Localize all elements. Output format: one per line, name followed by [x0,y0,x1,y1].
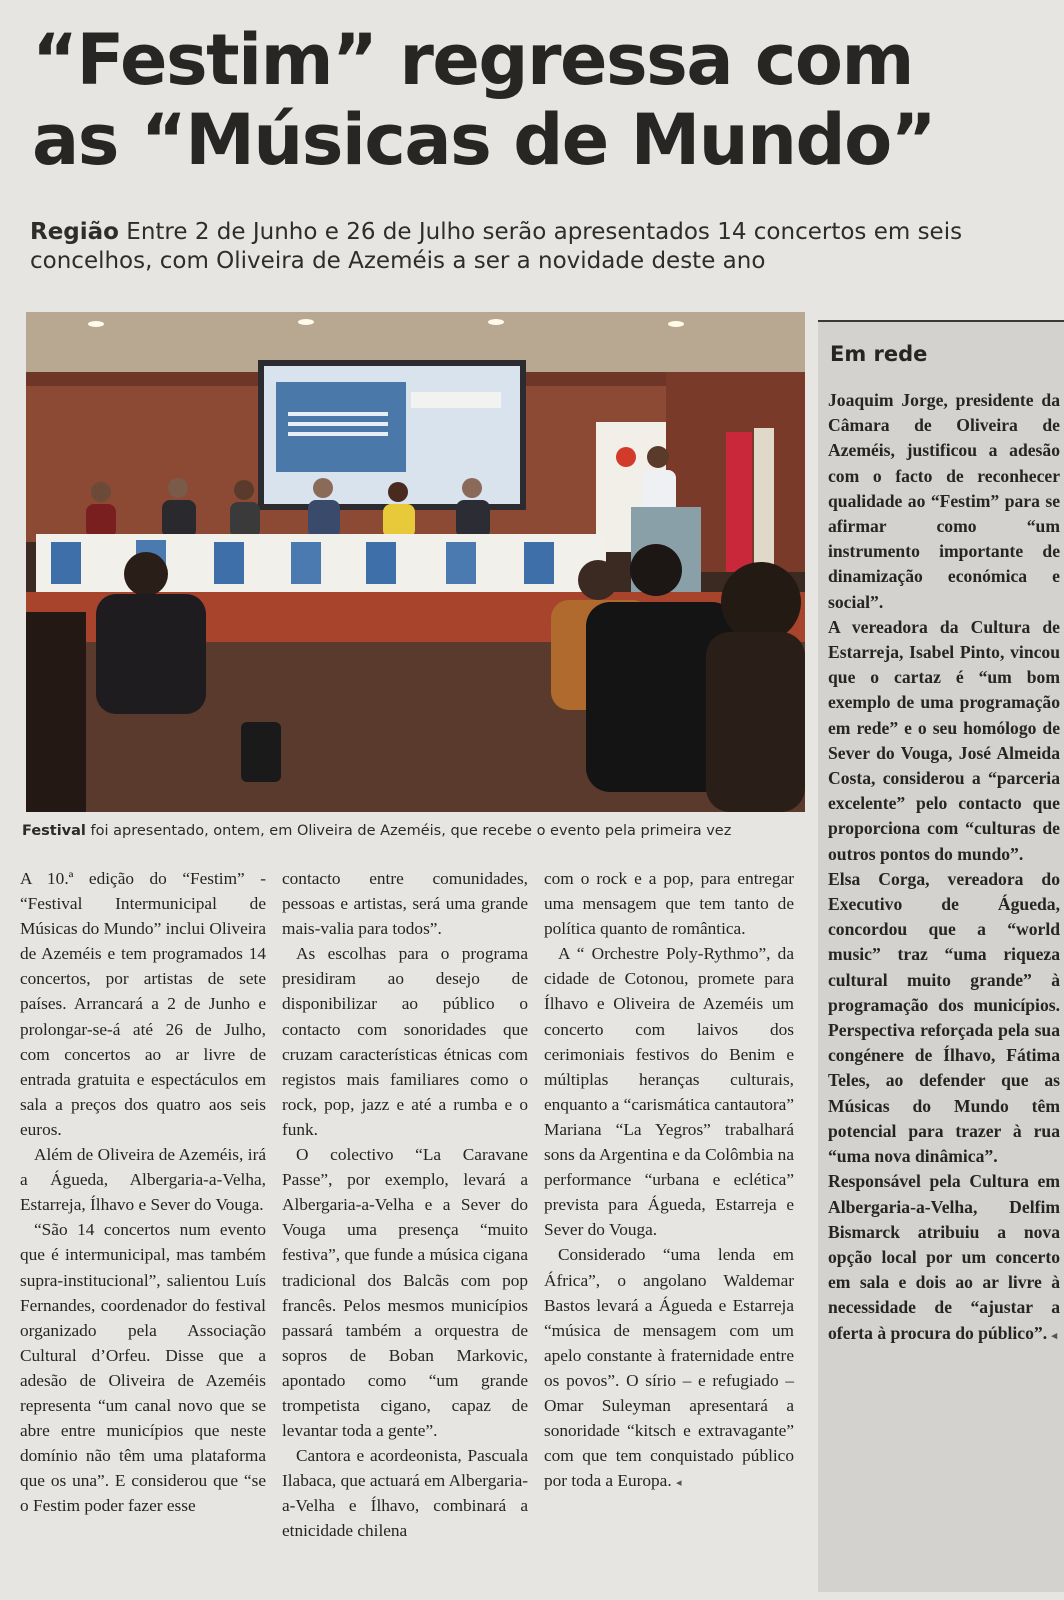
sidebar-box [818,320,1064,1592]
flag [754,428,774,578]
article-paragraph: A “ Orchestre Poly-Rythmo”, da cidade de Cotonou, promete para Ílhavo e Oliveira de Azeméis um concerto com laivos dos cerimoniais festivos do Benim e múltiplas heranças culturais, enquanto a “carismática cantautora” Mariana “La Yegros” trabalhará sons da Argentina e da Colômbia na performance “urbana e eclética” prevista para Águeda, Estarreja e Sever do Vouga. [544,944,794,1240]
end-mark-icon: ◂ [675,1477,682,1490]
caption-lead: Festival [22,823,86,839]
article-paragraph: “São 14 concertos num evento que é intermunicipal, mas também supra-institucional”, salientou Luís Fernandes, coordenador do festival organizado pela Associação Cultural d’Orfeu. Disse que a adesão de Oliveira de Azeméis representa “um canal novo que se abre entre municípios que neste domínio não têm uma plataforma que os una”. E considerou que “se o Festim poder fazer esse [20,1220,266,1516]
headline [32,20,992,180]
ceiling-light [298,319,314,325]
article-column-2 [282,866,528,1544]
sidebar-body [828,388,1060,1349]
sidebar-paragraph-text: Responsável pela Cultura em Albergaria-a-Velha, Delfim Bismarck atribuiu a nova opção local por um concerto em sala e dois ao ar livre à necessidade de “ajustar a oferta à procura do público”. [828,1171,1060,1343]
ceiling-light [488,319,504,325]
article-paragraph-text: Considerado “uma lenda em África”, o angolano Waldemar Bastos levará a Águeda e Estarreja “música de mensagem com um apelo constante à fraternidade entre os povos”. O sírio – e refugiado – Omar Suleyman apresentará a sonoridade “kitsch e extravagante” com que tem conquistado público por toda a Europa. [544,1245,794,1491]
end-mark-icon: ◂ [1051,1329,1058,1342]
flag [726,432,752,572]
ceiling-light [668,321,684,327]
photo-caption [22,822,802,840]
sidebar-paragraph [828,1169,1060,1348]
article-paragraph: A 10.ª edição do “Festim” - “Festival Intermunicipal de Músicas do Mundo” inclui Oliveira de Azeméis e tem programados 14 concertos, por artistas de sete países. Arrancará a 2 de Junho e prolongar-se-á até 26 de Julho, com concertos ao ar livre de entrada gratuita e espectáculos em sala a preços dos quatro aos seis euros. [20,869,266,1139]
article-column-1 [20,866,266,1518]
photo-illustration [26,312,805,812]
standfirst-text: Entre 2 de Junho e 26 de Julho serão apresentados 14 concertos em seis concelhos, com Oliveira de Azeméis a ser a novidade deste ano [30,219,963,274]
article-photo [26,312,805,812]
headline-line-2: as “Músicas de Mundo” [32,99,936,181]
article-paragraph [544,1242,794,1496]
ceiling-light [88,321,104,327]
headline-line-1: “Festim” regressa com [32,19,913,101]
article-paragraph: Cantora e acordeonista, Pascuala Ilabaca, que actuará em Albergaria-a-Velha e Ílhavo, combinará a etnicidade chilena [282,1446,528,1541]
article-column-3 [544,866,794,1496]
sidebar-paragraph: A vereadora da Cultura de Estarreja, Isabel Pinto, vincou que o cartaz é “um bom exemplo de uma programação em rede” e o seu homólogo de Sever do Vouga, José Almeida Costa, considerou a “parceria excelente” pelo contacto que proporciona com “culturas de outros pontos do mundo”. [828,616,1060,864]
sidebar-paragraph: Joaquim Jorge, presidente da Câmara de Oliveira de Azeméis, justificou a adesão com o facto de reconhecer qualidade ao “Festim” para se afirmar como “um instrumento importante de dinamização económica e social”. [828,390,1060,612]
article-paragraph: Além de Oliveira de Azeméis, irá a Águeda, Albergaria-a-Velha, Estarreja, Ílhavo e Sever do Vouga. [20,1145,266,1215]
kicker: Região [30,219,119,245]
sidebar-title: Em rede [830,342,928,366]
standfirst [30,218,1020,276]
article-paragraph: com o rock e a pop, para entregar uma mensagem que tem tanto de política quanto de romântica. [544,869,794,939]
article-paragraph: contacto entre comunidades, pessoas e artistas, será uma grande mais-valia para todos”. [282,869,528,939]
caption-text: foi apresentado, ontem, em Oliveira de Azeméis, que recebe o evento pela primeira vez [90,823,732,839]
sidebar-paragraph: Elsa Corga, vereadora do Executivo de Águeda, concordou que a “world music” traz “uma riqueza cultural muito grande” à programação dos municípios. Perspectiva reforçada pela sua congénere de Ílhavo, Fátima Teles, ao defender que as Músicas do Mundo têm potencial para trazer à rua “uma nova dinâmica”. [828,868,1060,1167]
article-paragraph: O colectivo “La Caravane Passe”, por exemplo, levará a Albergaria-a-Velha e a Sever do Vouga uma presença “muito festiva”, que funde a música cigana tradicional dos Balcãs com pop francês. Pelos mesmos municípios passará também a orquestra de sopros de Boban Markovic, apontado como “um grande trompetista cigano, capaz de levantar toda a gente”. [282,1145,528,1441]
article-paragraph: As escolhas para o programa presidiram ao desejo de disponibilizar ao público o contacto com sonoridades que cruzam características étnicas com registos mais familiares como o rock, pop, jazz e até a rumba e o funk. [282,944,528,1139]
